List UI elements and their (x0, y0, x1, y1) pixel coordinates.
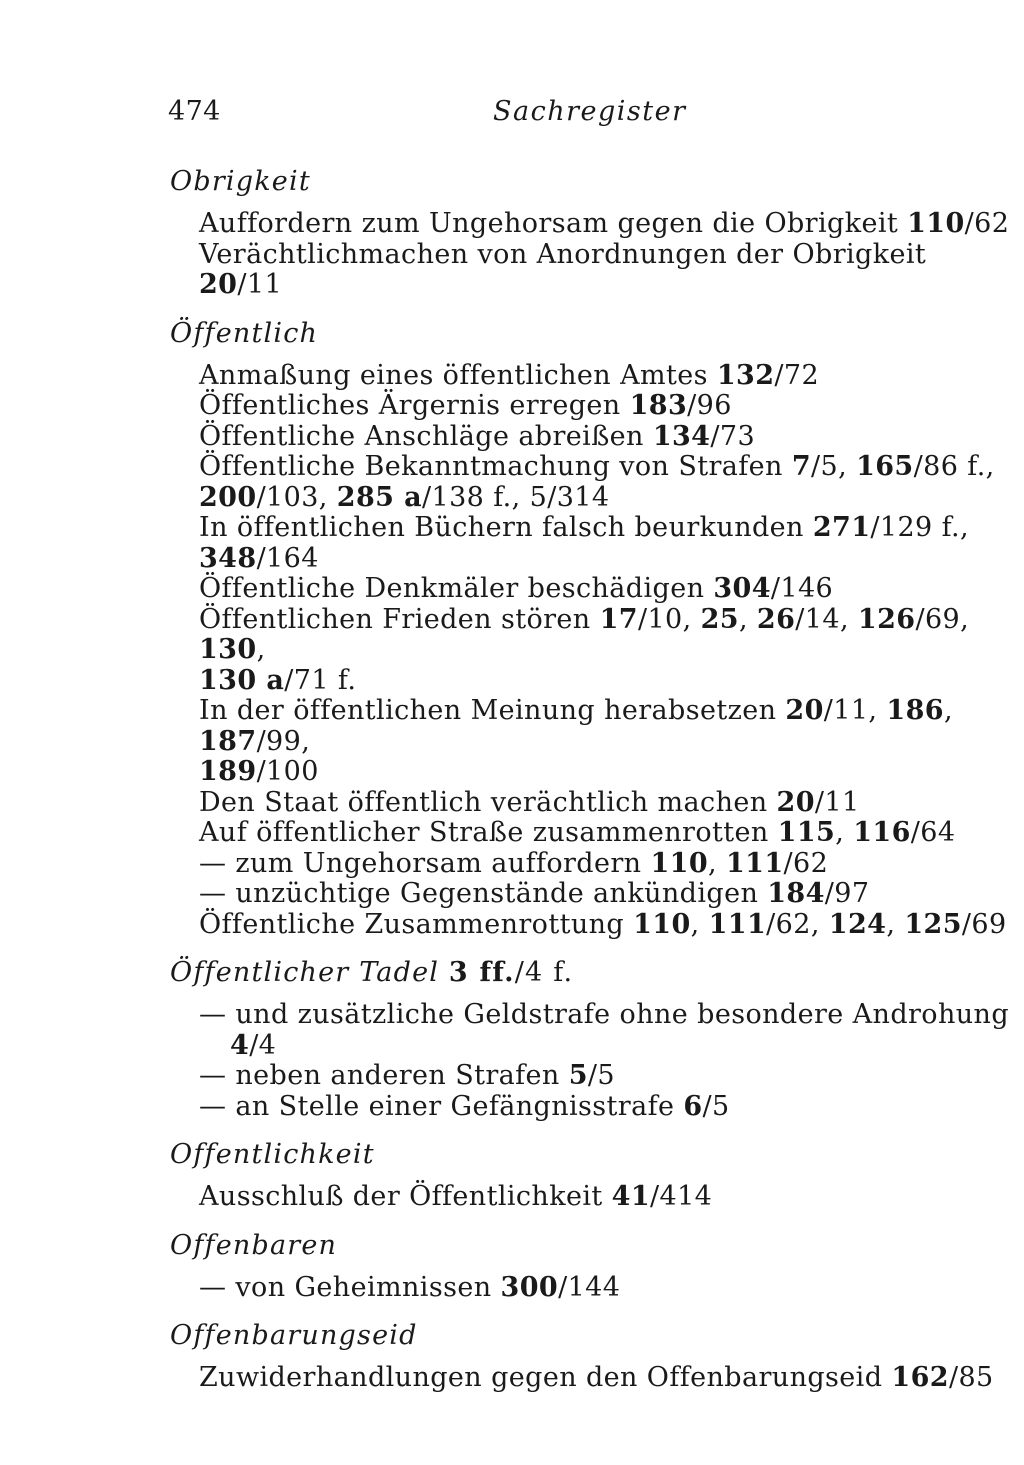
reference-suffix: /100 (256, 756, 319, 787)
reference-suffix: /86 f., (913, 451, 995, 482)
index-entry-continuation (170, 544, 1010, 575)
entry-text: — unzüchtige Gegenstände ankündigen (199, 878, 768, 909)
index-entry (170, 1273, 1010, 1304)
section-heading (170, 1320, 1010, 1352)
reference-suffix: /14, (795, 603, 858, 635)
entry-text: Öffentliche Bekanntmachung von Strafen (199, 451, 792, 482)
index-entry (170, 240, 1010, 301)
index-entry (170, 788, 1010, 819)
entry-text: Öffentliche Zusammenrottung (199, 908, 634, 940)
reference-number: 130 (199, 634, 257, 665)
reference-number: 189 (199, 756, 257, 787)
entry-text: Auffordern zum Ungehorsam gegen die Obrigkeit (199, 208, 908, 239)
index-entry-continuation (170, 757, 1010, 788)
reference-number: 25 (700, 603, 739, 635)
reference-number: 162 (891, 1362, 949, 1393)
reference-number: 304 (713, 573, 771, 604)
entry-text: — zum Ungehorsam auffordern (199, 847, 651, 879)
reference-suffix: /62 (783, 847, 829, 879)
entry-text: — an Stelle einer Gefängnisstrafe (199, 1090, 684, 1122)
reference-number: 20 (776, 786, 815, 818)
entry-text: Zuwiderhandlungen gegen den Offenbarungseid (199, 1362, 892, 1393)
reference-suffix: , (690, 908, 709, 940)
heading-text: Öffentlicher Tadel (170, 957, 440, 988)
reference-suffix: /96 (687, 390, 732, 421)
reference-number: 132 (716, 359, 775, 391)
index-entry-continuation (170, 666, 1010, 697)
reference-number: 125 (904, 908, 962, 940)
reference-suffix: /144 (558, 1271, 621, 1303)
reference-suffix: /97 (824, 878, 870, 909)
index-entry (170, 1000, 1010, 1031)
index-section (170, 1139, 1010, 1213)
reference-suffix: /64 (910, 817, 956, 848)
reference-number: 200 (199, 481, 257, 513)
section-heading (170, 957, 1010, 989)
index-entry (170, 696, 1010, 757)
reference-suffix: , (886, 908, 905, 940)
index-entry (170, 605, 1010, 666)
reference-suffix: /5 (587, 1060, 615, 1091)
index-entry (170, 391, 1010, 422)
reference-suffix: /85 (948, 1362, 994, 1393)
heading-reference-bold: 3 ff. (448, 957, 515, 988)
entry-text: Verächtlichmachen von Anordnungen der Obrigkeit (199, 238, 927, 270)
index-section (170, 1230, 1010, 1304)
reference-number: 300 (500, 1271, 559, 1303)
reference-suffix: /4 (249, 1029, 277, 1061)
entry-text: Öffentliche Denkmäler beschädigen (199, 573, 714, 604)
reference-number: 111 (708, 908, 767, 940)
reference-number: 110 (650, 847, 709, 879)
reference-number: 17 (599, 603, 638, 635)
page-header (168, 96, 1008, 136)
index-entry-continuation (170, 1031, 1010, 1062)
entry-text: — von Geheimnissen (199, 1271, 501, 1303)
index-entry (170, 209, 1010, 240)
index-section (170, 957, 1010, 1122)
reference-number: 115 (777, 817, 836, 848)
heading-text: Obrigkeit (170, 166, 311, 197)
index-entry (170, 1182, 1010, 1213)
reference-number: 165 (856, 451, 914, 482)
page-number: 474 (168, 96, 221, 127)
reference-suffix: /164 (256, 542, 319, 574)
index-entry (170, 849, 1010, 880)
section-heading (170, 166, 1010, 198)
entry-text: Öffentliche Anschläge abreißen (199, 420, 653, 452)
reference-suffix: , (738, 603, 757, 635)
index-body (170, 166, 1010, 1411)
index-entry (170, 879, 1010, 910)
reference-suffix: /129 f., (870, 512, 970, 543)
reference-number: 111 (725, 847, 784, 879)
reference-number: 20 (199, 269, 238, 300)
reference-suffix: /72 (774, 359, 820, 391)
reference-suffix: /69 (961, 908, 1007, 940)
reference-suffix: /5 (702, 1090, 730, 1122)
reference-suffix: /73 (710, 420, 756, 452)
section-heading (170, 1230, 1010, 1262)
entry-text: — und zusätzliche Geldstrafe ohne besondere Androhung (199, 999, 1010, 1030)
reference-number: 183 (629, 390, 688, 421)
reference-number: 134 (652, 420, 711, 452)
running-head: Sachregister (493, 96, 687, 127)
reference-number: 271 (812, 512, 871, 543)
index-entry (170, 818, 1010, 849)
entry-text: In der öffentlichen Meinung herabsetzen (199, 695, 786, 726)
entry-text: Den Staat öffentlich verächtlich machen (199, 786, 777, 818)
index-entry (170, 1092, 1010, 1123)
reference-suffix: /11, (823, 695, 887, 726)
entry-text: — neben anderen Strafen (199, 1060, 569, 1091)
reference-number: 126 (857, 603, 916, 635)
entry-text: Öffentlichen Frieden stören (199, 603, 600, 635)
reference-suffix: /5, (811, 451, 857, 482)
reference-suffix: , (943, 695, 953, 726)
entry-text: Ausschluß der Öffentlichkeit (199, 1181, 612, 1212)
index-entry (170, 361, 1010, 392)
reference-suffix: /146 (770, 573, 834, 604)
reference-suffix: /414 (650, 1181, 713, 1212)
reference-number: 348 (199, 542, 257, 574)
heading-text: Offenbaren (170, 1229, 338, 1261)
reference-number: 187 (199, 725, 257, 757)
index-section (170, 1320, 1010, 1394)
index-entry (170, 422, 1010, 453)
index-section (170, 318, 1010, 941)
reference-suffix: /10, (637, 603, 701, 635)
reference-number: 26 (756, 603, 796, 635)
section-heading (170, 318, 1010, 350)
reference-number: 110 (633, 908, 691, 940)
index-entry (170, 1061, 1010, 1092)
entry-text: In öffentlichen Büchern falsch beurkunden (199, 512, 813, 543)
reference-suffix: /62, (766, 908, 829, 940)
reference-suffix: /71 f. (284, 664, 357, 696)
reference-number: 4 (230, 1029, 250, 1061)
index-entry (170, 574, 1010, 605)
reference-number: 5 (568, 1060, 588, 1091)
reference-suffix: /11 (814, 786, 860, 818)
index-entry (170, 1363, 1010, 1394)
reference-number: 6 (683, 1090, 703, 1122)
heading-reference: /4 f. (514, 957, 574, 988)
reference-number: 41 (611, 1181, 651, 1212)
entry-text: Auf öffentlicher Straße zusammenrotten (199, 817, 778, 848)
reference-number: 7 (791, 451, 812, 482)
entry-text: Anmaßung eines öffentlichen Amtes (199, 359, 717, 391)
reference-suffix: /138 f., 5/314 (422, 481, 610, 513)
reference-number: 130 a (199, 664, 285, 696)
entry-text: Öffentliches Ärgernis erregen (199, 390, 630, 421)
reference-number: 124 (828, 908, 887, 940)
reference-number: 110 (907, 208, 965, 239)
reference-suffix: /11 (237, 269, 283, 300)
reference-suffix: /69, (915, 603, 970, 635)
reference-suffix: , (708, 847, 726, 879)
index-entry (170, 513, 1010, 544)
reference-number: 116 (853, 817, 911, 848)
reference-number: 186 (886, 695, 944, 726)
index-entry (170, 452, 1010, 483)
heading-text: Offentlichkeit (170, 1139, 375, 1170)
reference-suffix: /99, (256, 725, 311, 757)
reference-suffix: , (256, 634, 266, 665)
reference-number: 285 a (336, 481, 423, 513)
section-heading (170, 1139, 1010, 1171)
index-entry-continuation (170, 483, 1010, 514)
reference-suffix: /62 (964, 208, 1010, 239)
reference-suffix: , (835, 817, 854, 848)
heading-text: Offenbarungseid (170, 1320, 418, 1351)
index-entry (170, 910, 1010, 941)
reference-suffix: /103, (256, 481, 337, 513)
heading-text: Öffentlich (170, 317, 319, 349)
reference-number: 20 (785, 695, 824, 726)
index-section (170, 166, 1010, 301)
reference-number: 184 (767, 878, 825, 909)
